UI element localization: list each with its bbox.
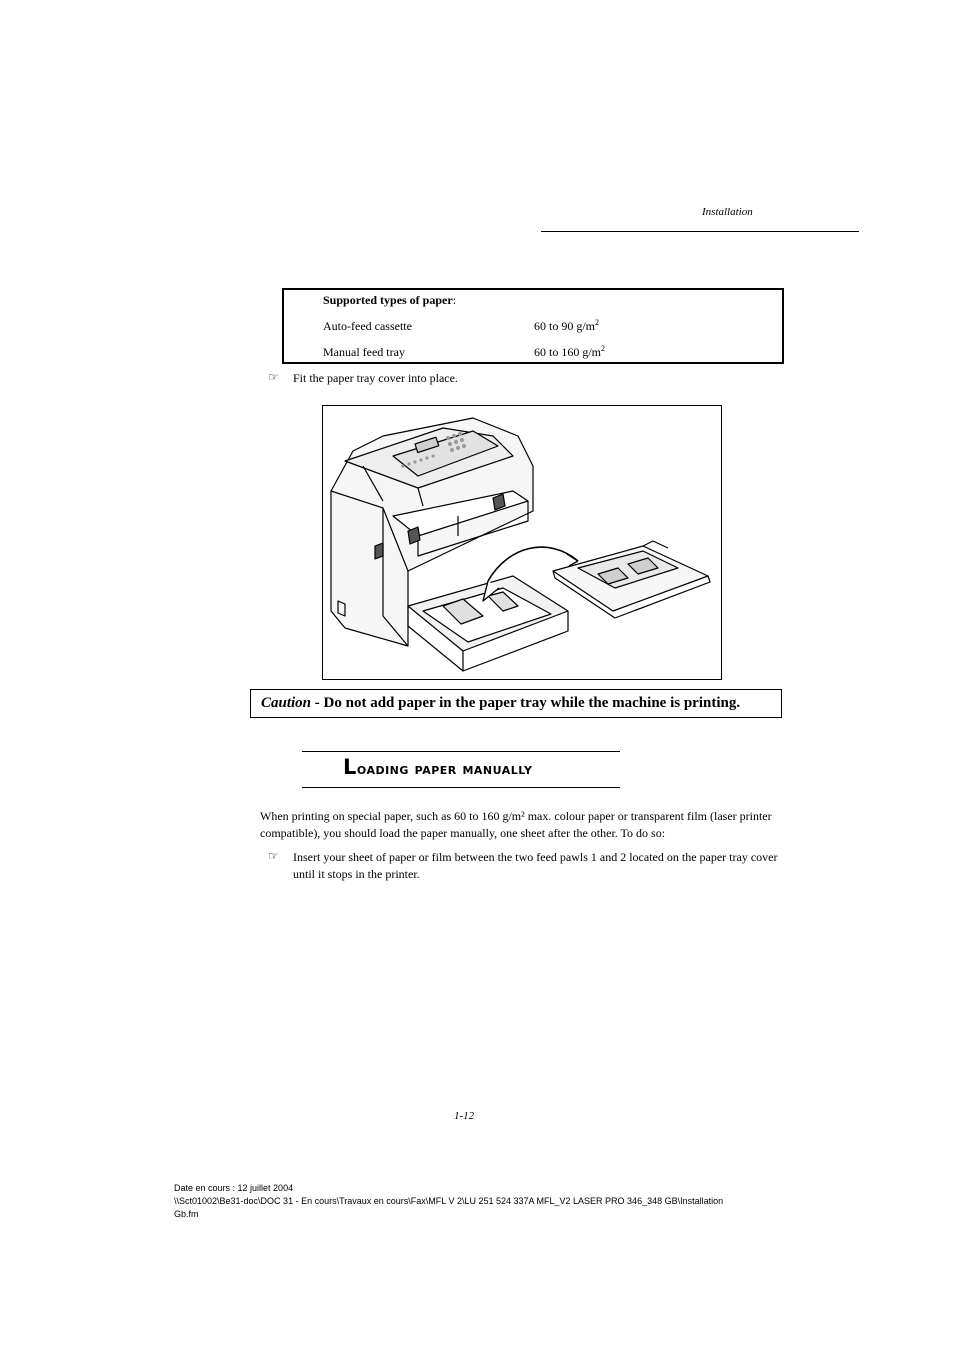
superscript-two: 2	[595, 318, 600, 327]
footer-date: Date en cours : 12 juillet 2004	[174, 1183, 294, 1193]
pointing-hand-icon: ☞	[268, 849, 279, 863]
printer-illustration	[322, 405, 722, 680]
superscript-two: 2	[601, 344, 606, 353]
step-fit-tray-cover: Fit the paper tray cover into place.	[293, 371, 458, 385]
supported-paper-heading-text: Supported types of paper	[323, 293, 453, 307]
supported-paper-box	[282, 288, 784, 364]
caution-text: - Do not add paper in the paper tray while the machine is printing.	[311, 695, 741, 711]
footer-path: \\Sct01002\Be31-doc\DOC 31 - En cours\Travaux en cours\Fax\MFL V 2\LU 251 524 337A MFL_V2 LASER PRO 346_348 GB\Installation	[174, 1196, 724, 1206]
footer-filename: Gb.fm	[174, 1209, 199, 1219]
paper-row-label: Auto-feed cassette	[323, 319, 412, 333]
caution-label: Caution	[261, 695, 312, 711]
paper-row-label: Manual feed tray	[323, 345, 405, 359]
section-title-rule-bottom	[302, 787, 620, 788]
page-number: 1-12	[454, 1110, 475, 1122]
paper-row-value	[534, 345, 605, 360]
section-title-initial: L	[343, 755, 357, 779]
supported-paper-heading-colon: :	[452, 293, 457, 307]
supported-paper-heading	[323, 293, 456, 308]
manual-loading-paragraph: When printing on special paper, such as 60 to 160 g/m² max. colour paper or transparent film (laser printer compatible), you should load the paper manually, one sheet after the other. To do so:	[260, 809, 772, 840]
step-insert-sheet: Insert your sheet of paper or film between the two feed pawls 1 and 2 located on the paper tray cover until it stops in the printer.	[293, 850, 778, 881]
document-footer	[174, 1182, 814, 1221]
paper-row-value	[534, 319, 599, 334]
paper-weight-value: 60 to 90 g/m	[534, 319, 596, 333]
header-rule	[541, 231, 859, 232]
caution-box	[250, 689, 782, 718]
pointing-hand-icon: ☞	[268, 370, 279, 384]
running-header-section: Installation	[702, 206, 753, 218]
section-title	[343, 752, 533, 784]
section-title-rest: oading paper manually	[356, 760, 533, 778]
paper-weight-value: 60 to 160 g/m	[534, 345, 602, 359]
printer-drawing	[323, 406, 721, 679]
